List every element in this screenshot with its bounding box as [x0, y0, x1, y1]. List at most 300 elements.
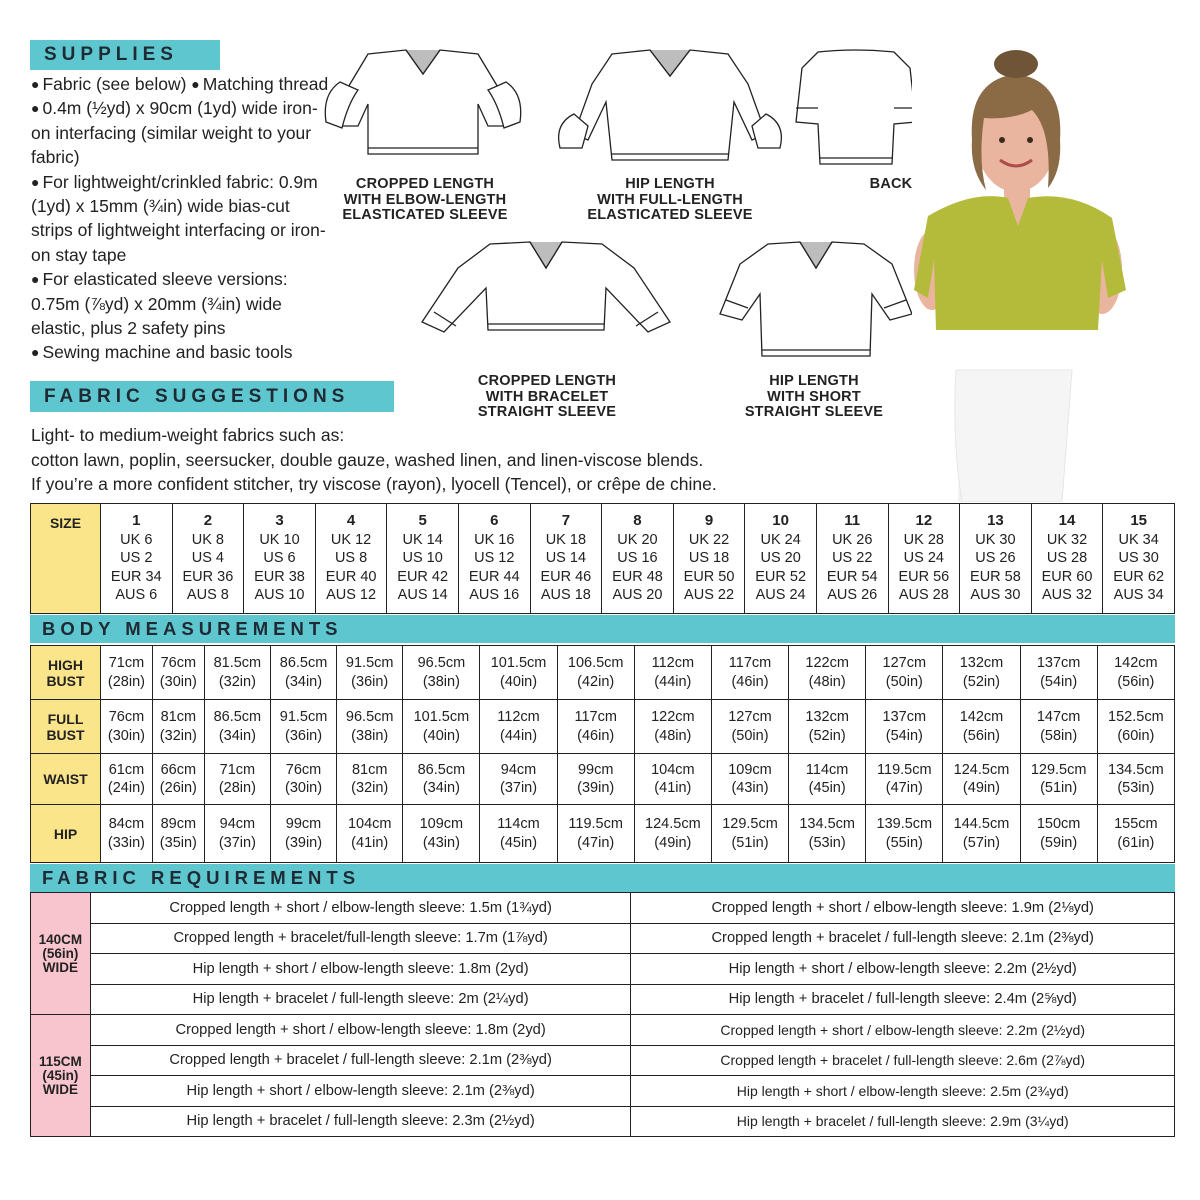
size-eur: EUR 56	[898, 568, 950, 585]
size-us: US 30	[1118, 550, 1159, 567]
fabric-width-label	[31, 1015, 91, 1137]
size-cell	[1031, 504, 1103, 614]
size-uk: UK 18	[545, 531, 587, 548]
requirement-sizes-1-7: Hip length + bracelet / full-length sleeve: 2m (2¼yd)	[90, 984, 631, 1015]
size-uk: UK 26	[832, 531, 873, 548]
body-measurements-heading: BODY MEASUREMENTS	[30, 615, 1175, 643]
caption-line: ELASTICATED SLEEVE	[342, 207, 508, 223]
caption-cropped-bracelet	[440, 374, 654, 421]
measurement-cell	[866, 805, 943, 863]
measurement-in: (59in)	[1040, 834, 1078, 851]
measurement-in: (39in)	[577, 780, 615, 796]
caption-line: CROPPED LENGTH	[477, 373, 617, 389]
measurement-row	[31, 805, 1175, 863]
measurement-cell	[557, 805, 634, 863]
measurement-cell	[101, 646, 153, 700]
measurement-label-line: WAIST	[43, 771, 88, 787]
measurement-cm: 144.5cm	[953, 816, 1010, 832]
size-uk: UK 22	[688, 531, 730, 548]
requirement-row	[31, 984, 1175, 1015]
fabric-suggestions-heading: FABRIC SUGGESTIONS	[30, 381, 394, 412]
caption-line: CROPPED LENGTH	[355, 176, 495, 192]
supply-item: 0.4m (½yd) x 90cm (1yd) wide iron-on interfacing (similar weight to your fabric)	[31, 98, 318, 168]
measurement-cell	[204, 646, 270, 700]
measurement-cm: 76cm	[108, 709, 145, 725]
size-aus: AUS 30	[970, 587, 1021, 604]
measurement-cm: 94cm	[219, 816, 256, 832]
requirement-sizes-1-7: Cropped length + bracelet / full-length sleeve: 2.1m (2⅜yd)	[90, 1045, 631, 1076]
size-number: 3	[275, 512, 284, 530]
measurement-in: (24in)	[107, 780, 145, 796]
size-eur: EUR 34	[110, 568, 162, 585]
measurement-in: (35in)	[159, 834, 197, 851]
measurement-cm: 134.5cm	[799, 816, 855, 832]
measurement-in: (32in)	[159, 727, 197, 744]
measurement-cm: 127cm	[882, 655, 927, 671]
sketch-hip-full-elasticated	[552, 44, 788, 174]
size-number: 9	[704, 512, 714, 530]
size-uk: UK 8	[191, 531, 225, 548]
measurement-in: (41in)	[654, 780, 692, 796]
requirement-sizes-1-7: Hip length + short / elbow-length sleeve: 1.8m (2yd)	[90, 954, 631, 985]
measurement-in: (34in)	[422, 780, 460, 796]
size-number: 13	[987, 512, 1004, 530]
size-cell	[888, 504, 960, 614]
caption-cropped-elbow	[318, 177, 532, 224]
size-cell	[745, 504, 817, 614]
size-uk: UK 16	[474, 531, 515, 548]
caption-line: HIP LENGTH	[769, 373, 859, 389]
measurement-in: (43in)	[731, 780, 769, 796]
requirement-sizes-1-7: Cropped length + short / elbow-length sleeve: 1.5m (1¾yd)	[90, 893, 631, 924]
measurement-cm: 104cm	[347, 816, 392, 832]
measurement-cell	[943, 646, 1020, 700]
measurement-cm: 109cm	[419, 816, 464, 832]
measurement-cm: 137cm	[882, 709, 927, 725]
measurement-row	[31, 646, 1175, 700]
measurement-in: (60in)	[1117, 727, 1155, 744]
measurement-cell	[634, 754, 711, 805]
measurement-cell	[480, 754, 557, 805]
bullet-icon: ●	[31, 76, 40, 92]
size-aus: AUS 12	[326, 587, 377, 604]
supply-item: For elasticated sleeve versions: 0.75m (⅞yd) x 20mm (¾in) wide elastic, plus 2 safety pins	[31, 269, 288, 339]
measurement-cm: 112cm	[651, 655, 695, 671]
measurement-cm: 117cm	[728, 655, 772, 671]
measurement-cell	[403, 805, 480, 863]
measurement-in: (57in)	[962, 834, 1000, 851]
supply-item: Sewing machine and basic tools	[42, 342, 293, 363]
size-aus: AUS 34	[1113, 587, 1164, 604]
measurement-in: (54in)	[1040, 673, 1078, 690]
measurement-in: (55in)	[885, 834, 923, 851]
size-cell	[458, 504, 530, 614]
size-eur: EUR 54	[826, 568, 878, 585]
size-number: 8	[633, 512, 642, 530]
measurement-in: (30in)	[285, 780, 323, 796]
supply-item: Matching thread	[202, 74, 329, 94]
measurement-cm: 150cm	[1036, 816, 1081, 832]
measurement-in: (51in)	[731, 834, 769, 851]
measurement-cell	[557, 700, 634, 754]
caption-line: WITH FULL-LENGTH	[597, 191, 743, 208]
measurement-label-line: HIGH	[48, 656, 83, 673]
size-uk: UK 32	[1046, 531, 1088, 548]
caption-line: HIP LENGTH	[625, 176, 715, 192]
measurement-label	[31, 700, 101, 754]
size-eur: EUR 48	[612, 568, 663, 585]
size-eur: EUR 36	[182, 568, 234, 585]
sketch-cropped-elbow-elasticated	[318, 44, 528, 174]
size-cell	[1103, 504, 1175, 614]
size-number: 11	[844, 512, 861, 530]
size-uk: UK 14	[402, 531, 443, 548]
measurement-in: (49in)	[654, 834, 692, 851]
measurement-cm: 147cm	[1036, 709, 1081, 725]
size-cell	[602, 504, 674, 614]
fabric-requirements-heading: FABRIC REQUIREMENTS	[30, 864, 1175, 892]
size-cell	[673, 504, 745, 614]
bullet-icon: ●	[31, 100, 40, 117]
requirement-sizes-1-7: Hip length + bracelet / full-length sleeve: 2.3m (2½yd)	[90, 1106, 631, 1137]
size-number: 4	[346, 512, 356, 530]
measurement-cm: 99cm	[285, 816, 322, 832]
bullet-icon: ●	[191, 76, 200, 92]
requirement-sizes-8-15: Hip length + short / elbow-length sleeve: 2.5m (2¾yd)	[631, 1076, 1175, 1107]
size-uk: UK 24	[760, 531, 801, 548]
measurement-cm: 71cm	[108, 655, 145, 671]
requirement-sizes-1-7: Cropped length + short / elbow-length sleeve: 1.8m (2yd)	[90, 1015, 631, 1046]
measurement-cell	[557, 754, 634, 805]
size-eur: EUR 50	[683, 568, 735, 585]
requirement-sizes-8-15: Hip length + bracelet / full-length sleeve: 2.4m (2⅝yd)	[631, 984, 1175, 1015]
fabric-width-line: (45in)	[42, 1067, 79, 1083]
requirement-row	[31, 1015, 1175, 1046]
measurement-in: (46in)	[731, 673, 769, 690]
measurement-cm: 129.5cm	[1030, 761, 1087, 778]
requirement-row	[31, 923, 1175, 954]
measurement-cell	[403, 754, 480, 805]
bullet-icon: ●	[31, 173, 40, 190]
fabric-width-line: (56in)	[42, 945, 79, 961]
measurement-cm: 119.5cm	[877, 761, 932, 778]
measurement-cell	[634, 805, 711, 863]
size-uk: UK 12	[330, 531, 372, 548]
caption-line: STRAIGHT SLEEVE	[477, 404, 617, 420]
measurement-cm: 122cm	[651, 709, 695, 725]
measurement-cell	[1020, 700, 1097, 754]
measurement-cell	[1097, 754, 1174, 805]
caption-line: STRAIGHT SLEEVE	[744, 404, 884, 420]
measurement-cm: 132cm	[959, 655, 1004, 671]
measurement-cm: 122cm	[805, 655, 849, 671]
size-cell	[816, 504, 888, 614]
measurement-label-line: BUST	[46, 672, 85, 689]
size-aus: AUS 24	[755, 587, 806, 604]
supplies-list	[31, 72, 336, 365]
measurement-cell	[711, 805, 788, 863]
measurement-in: (53in)	[808, 834, 846, 851]
measurement-cm: 99cm	[577, 761, 614, 778]
measurement-cell	[403, 646, 480, 700]
measurement-in: (56in)	[1117, 673, 1155, 690]
requirement-sizes-8-15: Cropped length + short / elbow-length sleeve: 2.2m (2½yd)	[631, 1015, 1175, 1046]
measurement-in: (28in)	[107, 673, 145, 690]
measurement-cell	[152, 805, 204, 863]
measurement-cell	[270, 805, 336, 863]
measurement-cm: 101.5cm	[490, 655, 547, 671]
requirement-row	[31, 1045, 1175, 1076]
size-cell	[315, 504, 387, 614]
size-eur: EUR 42	[397, 568, 449, 585]
requirement-sizes-8-15: Cropped length + short / elbow-length sleeve: 1.9m (2⅛yd)	[631, 893, 1175, 924]
measurement-cm: 127cm	[728, 709, 772, 725]
measurement-cm: 86.5cm	[417, 761, 466, 778]
measurement-cm: 114cm	[497, 816, 540, 832]
measurement-cm: 114cm	[805, 761, 849, 778]
size-uk: UK 30	[975, 531, 1016, 548]
measurement-cm: 104cm	[651, 761, 695, 778]
measurement-cell	[711, 700, 788, 754]
size-aus: AUS 10	[254, 587, 305, 604]
measurement-cell	[866, 754, 943, 805]
measurement-cell	[204, 754, 270, 805]
measurement-cell	[1097, 700, 1174, 754]
size-us: US 28	[1046, 550, 1088, 567]
size-number: 2	[203, 512, 213, 530]
measurement-cm: 81cm	[351, 761, 388, 778]
requirement-sizes-8-15: Cropped length + bracelet / full-length sleeve: 2.6m (2⅞yd)	[631, 1045, 1175, 1076]
size-number: 7	[561, 512, 571, 530]
size-eur: EUR 38	[254, 568, 305, 585]
measurement-cell	[943, 805, 1020, 863]
measurement-cm: 134.5cm	[1108, 761, 1164, 778]
size-eur: EUR 46	[540, 568, 592, 585]
fabric-width-line: 115CM	[39, 1053, 82, 1069]
size-us: US 14	[545, 550, 587, 567]
caption-line: ELASTICATED SLEEVE	[587, 207, 753, 223]
measurement-cm: 86.5cm	[279, 655, 328, 671]
measurement-in: (58in)	[1040, 727, 1078, 744]
size-cell	[244, 504, 316, 614]
measurement-in: (50in)	[885, 673, 923, 690]
measurement-in: (38in)	[351, 727, 389, 744]
requirement-sizes-1-7: Cropped length + bracelet/full-length sleeve: 1.7m (1⅞yd)	[90, 923, 631, 954]
measurement-in: (37in)	[218, 834, 256, 851]
size-us: US 22	[832, 550, 873, 567]
measurement-cm: 106.5cm	[567, 655, 624, 671]
suggestion-line: If you’re a more confident stitcher, try viscose (rayon), lyocell (Tencel), or crêpe de chine.	[31, 474, 717, 494]
bullet-icon: ●	[31, 271, 40, 288]
size-us: US 2	[120, 550, 153, 567]
measurement-cm: 142cm	[1114, 655, 1158, 671]
size-uk: UK 28	[903, 531, 944, 548]
size-number: 14	[1058, 512, 1076, 530]
measurement-cm: 137cm	[1036, 655, 1081, 671]
measurement-cell	[1020, 754, 1097, 805]
size-cell	[387, 504, 459, 614]
fabric-suggestions-text	[31, 423, 831, 497]
size-number: 5	[418, 512, 427, 530]
size-number: 10	[772, 512, 789, 530]
measurement-cm: 94cm	[500, 761, 537, 778]
size-aus: AUS 20	[612, 587, 663, 604]
measurement-cm: 66cm	[160, 761, 197, 778]
measurement-cm: 86.5cm	[213, 709, 262, 725]
measurement-label-line: FULL	[47, 710, 84, 727]
measurement-cell	[270, 646, 336, 700]
size-table	[30, 503, 1175, 614]
measurement-cm: 81.5cm	[213, 655, 262, 671]
size-aus: AUS 28	[898, 587, 949, 604]
measurement-cell	[152, 700, 204, 754]
measurement-cell	[866, 646, 943, 700]
measurement-in: (38in)	[422, 673, 460, 690]
size-us: US 10	[402, 550, 443, 567]
model-photo	[912, 40, 1200, 502]
sketch-back	[792, 44, 920, 170]
measurement-cell	[943, 700, 1020, 754]
size-cell	[530, 504, 602, 614]
requirement-sizes-8-15: Cropped length + bracelet / full-length sleeve: 2.1m (2⅜yd)	[631, 923, 1175, 954]
measurement-cell	[1097, 805, 1174, 863]
measurement-cm: 89cm	[160, 816, 197, 832]
size-row	[31, 504, 1175, 614]
supply-item: For lightweight/crinkled fabric: 0.9m (1yd) x 15mm (¾in) wide bias-cut strips of lightweight interfacing or iron-on stay tape	[31, 171, 326, 265]
measurement-cm: 117cm	[574, 709, 617, 725]
measurement-in: (40in)	[422, 727, 460, 744]
measurement-cell	[557, 646, 634, 700]
measurement-cm: 129.5cm	[722, 816, 778, 832]
measurement-in: (36in)	[351, 673, 389, 690]
measurement-cell	[270, 700, 336, 754]
size-uk: UK 20	[617, 531, 658, 548]
caption-line: WITH BRACELET	[485, 388, 609, 405]
measurement-cell	[634, 700, 711, 754]
fabric-width-line: 140CM	[38, 931, 83, 947]
size-number: 1	[132, 512, 141, 530]
size-aus: AUS 14	[397, 587, 448, 604]
measurement-cell	[866, 700, 943, 754]
size-cell	[172, 504, 244, 614]
measurement-in: (48in)	[654, 727, 692, 744]
measurement-in: (50in)	[731, 727, 769, 744]
requirement-sizes-8-15: Hip length + short / elbow-length sleeve: 2.2m (2½yd)	[631, 954, 1175, 985]
measurement-cell	[337, 754, 403, 805]
measurement-cell	[789, 754, 866, 805]
measurement-cm: 142cm	[959, 709, 1004, 725]
sketch-cropped-bracelet-straight	[420, 238, 672, 368]
size-eur: EUR 60	[1041, 568, 1093, 585]
size-cell	[960, 504, 1032, 614]
measurement-cell	[152, 646, 204, 700]
requirement-row	[31, 954, 1175, 985]
size-eur: EUR 40	[325, 568, 377, 585]
size-number: 6	[490, 512, 499, 530]
measurement-cell	[270, 754, 336, 805]
measurement-in: (45in)	[499, 834, 538, 851]
size-us: US 18	[688, 550, 730, 567]
size-us: US 6	[263, 550, 296, 567]
measurement-cm: 71cm	[219, 761, 256, 778]
size-aus: AUS 26	[827, 587, 878, 604]
size-number: 12	[915, 512, 933, 530]
measurement-cm: 84cm	[108, 816, 145, 832]
measurement-in: (51in)	[1040, 780, 1078, 796]
measurement-cell	[1020, 646, 1097, 700]
measurement-cm: 101.5cm	[413, 709, 470, 725]
measurement-label-line: BUST	[46, 726, 85, 743]
size-uk: UK 34	[1118, 531, 1159, 548]
size-eur: EUR 52	[755, 568, 807, 585]
size-eur: EUR 58	[970, 568, 1021, 585]
measurement-in: (37in)	[499, 780, 538, 796]
body-measurements-table	[30, 645, 1175, 863]
fabric-width-line: WIDE	[42, 959, 79, 975]
measurement-in: (48in)	[808, 673, 846, 690]
measurement-cm: 91.5cm	[279, 709, 328, 725]
caption-hip-short	[712, 374, 916, 421]
measurement-cell	[1020, 805, 1097, 863]
measurement-cell	[480, 646, 557, 700]
size-cell	[101, 504, 173, 614]
measurement-row	[31, 754, 1175, 805]
size-aus: AUS 16	[469, 587, 520, 604]
measurement-cm: 96.5cm	[345, 709, 394, 725]
measurement-in: (47in)	[885, 780, 923, 796]
supply-item: Fabric (see below)	[42, 74, 187, 94]
measurement-cm: 155cm	[1114, 816, 1158, 832]
size-uk: UK 10	[259, 531, 300, 548]
measurement-in: (34in)	[285, 673, 323, 690]
measurement-label	[31, 754, 101, 805]
size-us: US 24	[903, 550, 944, 567]
measurement-cell	[480, 805, 557, 863]
size-aus: AUS 18	[540, 587, 591, 604]
size-uk: UK 6	[120, 531, 153, 548]
measurement-cell	[943, 754, 1020, 805]
measurement-in: (39in)	[285, 834, 323, 851]
measurement-cell	[480, 700, 557, 754]
measurement-cell	[337, 646, 403, 700]
measurement-in: (42in)	[577, 673, 615, 690]
measurement-in: (47in)	[577, 834, 615, 851]
measurement-in: (40in)	[499, 673, 538, 690]
caption-line: WITH ELBOW-LENGTH	[343, 191, 507, 208]
size-label: SIZE	[31, 504, 101, 614]
measurement-cm: 124.5cm	[953, 761, 1010, 778]
size-us: US 26	[975, 550, 1016, 567]
measurement-in: (32in)	[351, 780, 389, 796]
measurement-cm: 109cm	[728, 761, 772, 778]
caption-line: BACK	[869, 176, 913, 192]
measurement-in: (30in)	[107, 727, 145, 744]
measurement-cm: 119.5cm	[568, 816, 623, 832]
requirement-sizes-1-7: Hip length + short / elbow-length sleeve: 2.1m (2⅜yd)	[90, 1076, 631, 1107]
measurement-cell	[711, 754, 788, 805]
measurement-cm: 81cm	[160, 709, 197, 725]
size-aus: AUS 22	[684, 587, 735, 604]
measurement-in: (56in)	[962, 727, 1000, 744]
measurement-in: (49in)	[962, 780, 1000, 796]
measurement-cm: 76cm	[285, 761, 322, 778]
measurement-cell	[1097, 646, 1174, 700]
size-aus: AUS 32	[1042, 587, 1092, 604]
fabric-width-label	[31, 893, 91, 1015]
requirement-row	[31, 1076, 1175, 1107]
requirement-row	[31, 1106, 1175, 1137]
measurement-cm: 124.5cm	[645, 816, 701, 832]
